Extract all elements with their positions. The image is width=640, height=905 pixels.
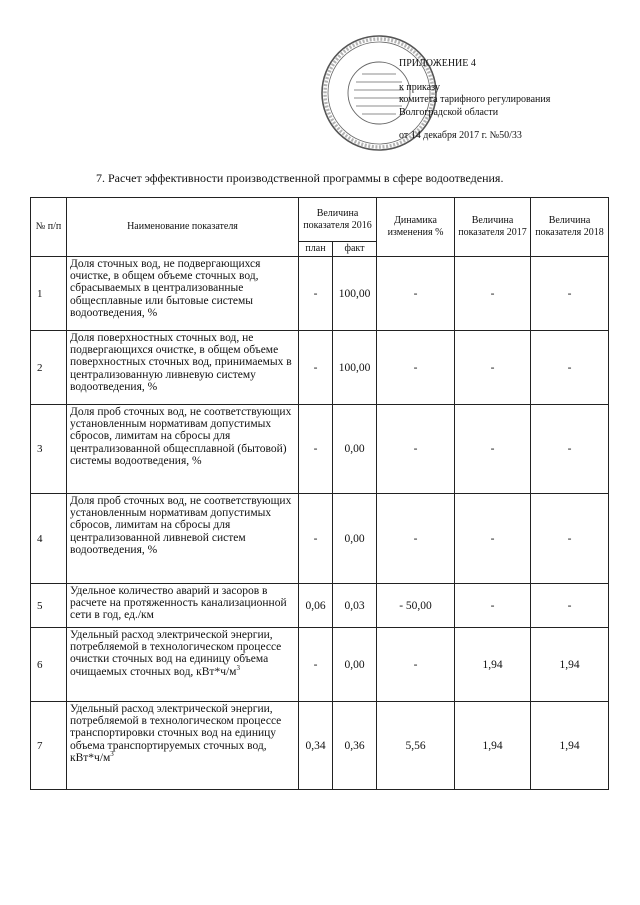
committee-name: комитета тарифного регулирования <box>399 94 551 105</box>
indicator-name-with-unit <box>67 702 299 790</box>
value-2018: - <box>531 257 609 331</box>
table-row <box>31 584 609 628</box>
col-header-value-2016: Величина показателя 2016 <box>299 198 377 242</box>
col-header-value-2017: Величина показателя 2017 <box>455 198 531 257</box>
col-header-fact: факт <box>333 242 377 257</box>
dynamics-value: - <box>377 257 455 331</box>
col-header-dynamics: Динамика изменения % <box>377 198 455 257</box>
value-2017: - <box>455 257 531 331</box>
table-row <box>31 257 609 331</box>
fact-value: 0,03 <box>333 584 377 628</box>
fact-value: 0,00 <box>333 405 377 494</box>
row-number: 7 <box>31 702 67 790</box>
value-2018: - <box>531 331 609 405</box>
fact-value: 100,00 <box>333 257 377 331</box>
dynamics-value: - <box>377 405 455 494</box>
value-2018: - <box>531 405 609 494</box>
value-2017: - <box>455 584 531 628</box>
row-number: 6 <box>31 628 67 702</box>
value-2017: - <box>455 405 531 494</box>
row-number: 3 <box>31 405 67 494</box>
value-2018: - <box>531 584 609 628</box>
row-number: 4 <box>31 494 67 584</box>
order-reference: к приказу <box>399 81 440 93</box>
fact-value: 0,36 <box>333 702 377 790</box>
indicator-name: Доля поверхностных сточных вод, не подвергающихся очистке, в общем объеме поверхностных сточных вод, принимаемых в централизованную ливневую систему водоотведения, % <box>67 331 299 405</box>
table-row <box>31 331 609 405</box>
plan-value: - <box>299 405 333 494</box>
table-row <box>31 494 609 584</box>
table-row <box>31 405 609 494</box>
efficiency-table <box>30 197 609 790</box>
order-date: от 14 декабря 2017 г. №50/33 <box>399 130 522 141</box>
value-2018: 1,94 <box>531 628 609 702</box>
value-2017: 1,94 <box>455 628 531 702</box>
appendix-header <box>399 58 629 143</box>
value-2017: - <box>455 331 531 405</box>
dynamics-value: - <box>377 628 455 702</box>
indicator-name: Удельный расход электрической энергии, потребляемой в технологическом процессе очистки сточных вод на единицу объема очищаемых сточных вод, кВт*ч/м <box>70 629 282 678</box>
region-name: Волгоградской области <box>399 106 499 118</box>
indicator-name: Удельный расход электрической энергии, потребляемой в технологическом процессе транспортировки сточных вод на единицу объема транспортируемых сточных вод, кВт*ч/м <box>70 703 282 764</box>
section-title: 7. Расчет эффективности производственной программы в сфере водоотведения. <box>96 171 504 185</box>
plan-value: - <box>299 628 333 702</box>
dynamics-value: - <box>377 331 455 405</box>
row-number: 2 <box>31 331 67 405</box>
indicator-name: Доля проб сточных вод, не соответствующих установленным нормативам допустимых сбросов, лимитам на сбросы для централизованной ливневой систем водоотведения, % <box>67 494 299 584</box>
unit-superscript: 3 <box>236 663 240 672</box>
col-header-name: Наименование показателя <box>67 198 299 257</box>
row-number: 1 <box>31 257 67 331</box>
appendix-title: ПРИЛОЖЕНИЕ 4 <box>399 58 476 69</box>
value-2017: - <box>455 494 531 584</box>
col-header-value-2018: Величина показателя 2018 <box>531 198 609 257</box>
plan-value: 0,34 <box>299 702 333 790</box>
dynamics-value: 5,56 <box>377 702 455 790</box>
fact-value: 100,00 <box>333 331 377 405</box>
fact-value: 0,00 <box>333 628 377 702</box>
dynamics-value: - 50,00 <box>377 584 455 628</box>
indicator-name: Доля проб сточных вод, не соответствующих установленным нормативам допустимых сбросов, лимитам на сбросы для централизованной общесплавной (бытовой) системы водоотведения, % <box>67 405 299 494</box>
row-number: 5 <box>31 584 67 628</box>
plan-value: - <box>299 331 333 405</box>
table-row <box>31 702 609 790</box>
fact-value: 0,00 <box>333 494 377 584</box>
value-2017: 1,94 <box>455 702 531 790</box>
dynamics-value: - <box>377 494 455 584</box>
indicator-name: Доля сточных вод, не подвергающихся очистке, в общем объеме сточных вод, сбрасываемых в централизованные общесплавные или бытовые системы водоотведения, % <box>67 257 299 331</box>
col-header-num: № п/п <box>31 198 67 257</box>
plan-value: - <box>299 494 333 584</box>
value-2018: - <box>531 494 609 584</box>
table-row <box>31 628 609 702</box>
value-2018: 1,94 <box>531 702 609 790</box>
indicator-name: Удельное количество аварий и засоров в расчете на протяженность канализационной сети в год, ед./км <box>67 584 299 628</box>
plan-value: 0,06 <box>299 584 333 628</box>
unit-superscript: 3 <box>110 749 114 758</box>
indicator-name-with-unit <box>67 628 299 702</box>
plan-value: - <box>299 257 333 331</box>
col-header-plan: план <box>299 242 333 257</box>
